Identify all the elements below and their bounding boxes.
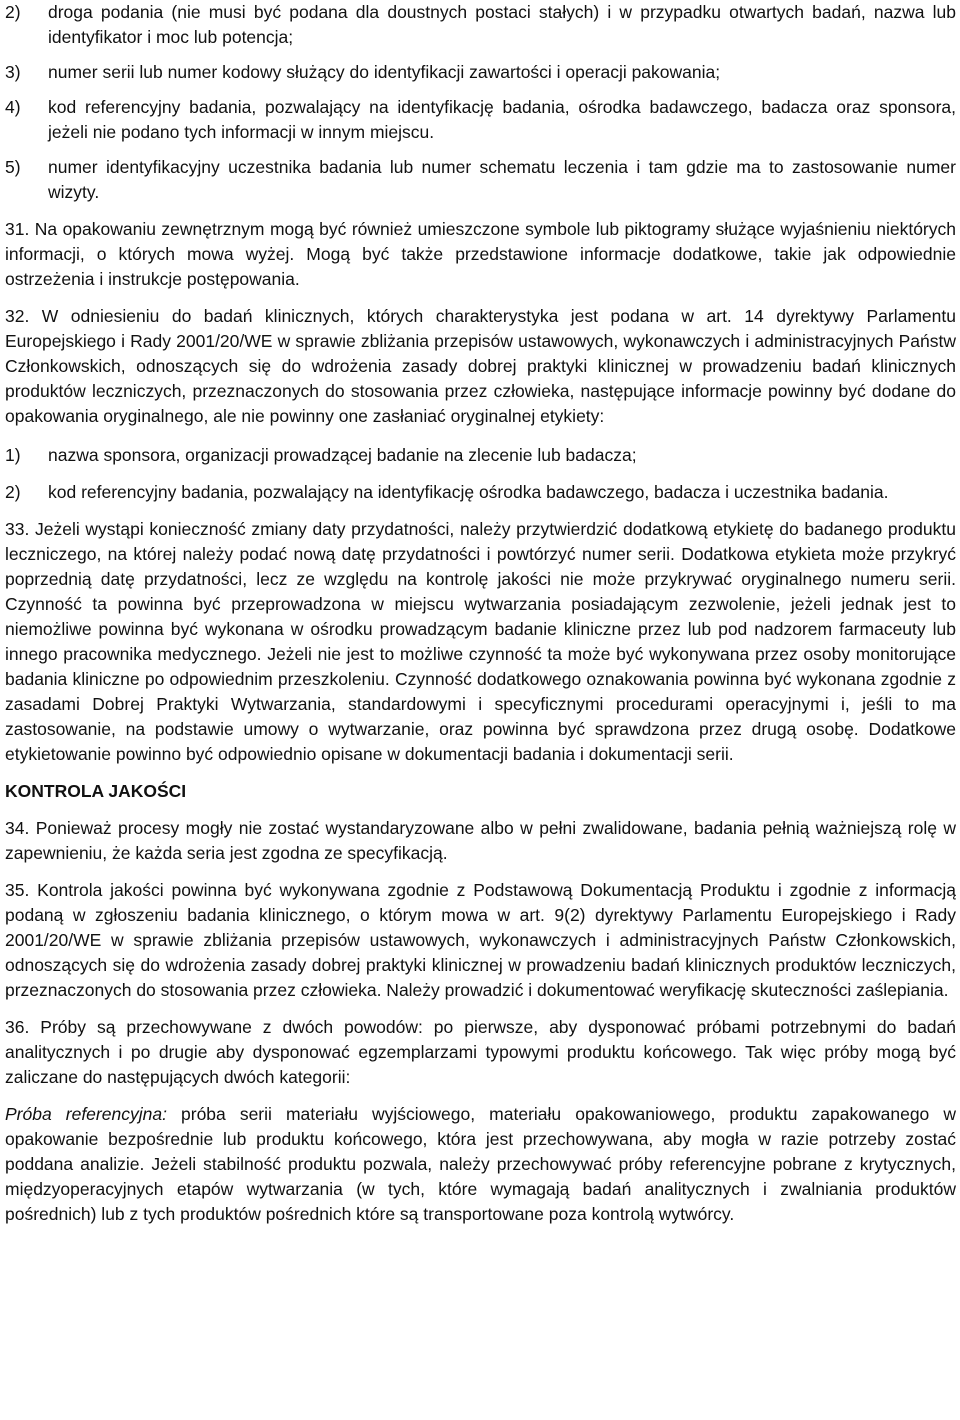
paragraph-31: 31. Na opakowaniu zewnętrznym mogą być również umieszczone symbole lub piktogramy służące wyjaśnieniu niektórych informacji, o których mowa wyżej. Mogą być także przedstawione informacje dodatkowe, takie jak odpowiednie ostrzeżenia i instrukcje postępowania. (5, 219, 956, 289)
list-number: 2) (5, 482, 21, 502)
list-item (5, 480, 956, 505)
list-number: 4) (5, 97, 21, 117)
list-number: 5) (5, 157, 21, 177)
list-item (5, 443, 956, 468)
list-item (5, 95, 956, 145)
list-text: nazwa sponsora, organizacji prowadzącej badanie na zlecenie lub badacza; (48, 445, 637, 465)
paragraph-35: 35. Kontrola jakości powinna być wykonywana zgodnie z Podstawową Dokumentacją Produktu i zgodnie z informacją podaną w zgłoszeniu badania klinicznego, o którym mowa w art. 9(2) dyrektywy Parlamentu Europejskiego i Rady 2001/20/WE w sprawie zbliżania przepisów ustawowych, wykonawczych i administracyjnych Państw Członkowskich, odnoszących się do wdrożenia zasady dobrej praktyki klinicznej w prowadzeniu badań klinicznych produktów leczniczych, przeznaczonych do stosowania przez człowieka. Należy prowadzić i dokumentować weryfikację skuteczności zaślepiania. (5, 880, 956, 1000)
list-text: numer identyfikacyjny uczestnika badania lub numer schematu leczenia i tam gdzie ma to zastosowanie numer wizyty. (48, 157, 956, 202)
list-number: 3) (5, 62, 21, 82)
list-text: droga podania (nie musi być podana dla doustnych postaci stałych) i w przypadku otwartych badań, nazwa lub identyfikator i moc lub potencja; (48, 2, 956, 47)
list-text: kod referencyjny badania, pozwalający na identyfikację badania, ośrodka badawczego, badacza oraz sponsora, jeżeli nie podano tych informacji w innym miejscu. (48, 97, 956, 142)
list-item (5, 60, 956, 85)
paragraph-33: 33. Jeżeli wystąpi konieczność zmiany daty przydatności, należy przytwierdzić dodatkową etykietę do badanego produktu leczniczego, na której należy podać nową datę przydatności i powtórzyć numer serii. Dodatkowa etykieta może przykryć poprzednią datę przydatności, lecz ze względu na kontrolę jakości nie może przykrywać oryginalnego numeru serii. Czynność ta powinna być przeprowadzona w miejscu wytwarzania posiadającym zezwolenie, jeżeli jednak jest to niemożliwe powinna być wykonana w ośrodku prowadzącym badanie kliniczne przez lub pod nadzorem farmaceuty lub innego pracownika medycznego. Jeżeli nie jest to możliwe czynność ta może być wykonywana przez osoby monitorujące badania kliniczne po odpowiednim przeszkoleniu. Czynność dodatkowego oznakowania powinna być wykonana zgodnie z zasadami Dobrej Praktyki Wytwarzania, standardowymi i specyficznymi procedurami operacyjnymi i, jeśli to ma zastosowanie, na podstawie umowy o wytwarzanie, oraz powinna być sprawdzona przez drugą osobę. Dodatkowe etykietowanie powinno być odpowiednio opisane w dokumentacji badania i dokumentacji serii. (5, 519, 956, 764)
list-number: 1) (5, 445, 21, 465)
paragraph-32: 32. W odniesieniu do badań klinicznych, których charakterystyka jest podana w art. 14 dyrektywy Parlamentu Europejskiego i Rady 2001/20/WE w sprawie zbliżania przepisów ustawowych, wykonawczych i administracyjnych Państw Członkowskich, odnoszących się do wdrożenia zasady dobrej praktyki klinicznej w prowadzeniu badań klinicznych produktów leczniczych, przeznaczonych do stosowania przez człowieka, następujące informacje powinny być dodane do opakowania oryginalnego, ale nie powinny one zasłaniać oryginalnej etykiety: (5, 306, 956, 426)
list-text: numer serii lub numer kodowy służący do identyfikacji zawartości i operacji pakowania; (48, 62, 721, 82)
term-reference-sample: Próba referencyjna: (5, 1104, 167, 1124)
paragraph-36: 36. Próby są przechowywane z dwóch powodów: po pierwsze, aby dysponować próbami potrzebnymi do badań analitycznych i po drugie aby dysponować egzemplarzami typowymi produktu końcowego. Tak więc próby mogą być zaliczane do następujących dwóch kategorii: (5, 1017, 956, 1087)
paragraph-34: 34. Ponieważ procesy mogły nie zostać wystandaryzowane albo w pełni zwalidowane, badania pełnią ważniejszą rolę w zapewnieniu, że każda seria jest zgodna ze specyfikacją. (5, 818, 956, 863)
section-heading: KONTROLA JAKOŚCI (5, 781, 187, 801)
paragraph-reference-sample (5, 1102, 956, 1227)
list-text: kod referencyjny badania, pozwalający na identyfikację ośrodka badawczego, badacza i uczestnika badania. (48, 482, 889, 502)
list-item (5, 0, 956, 50)
definition-reference-sample: próba serii materiału wyjściowego, materiału opakowaniowego, produktu zapakowanego w opakowanie bezpośrednie lub produktu końcowego, która jest przechowywana, aby mogła w razie potrzeby zostać poddana analizie. Jeżeli stabilność produktu pozwala, należy przechowywać próby referencyjne pobrane z krytycznych, międzyoperacyjnych etapów wytwarzania (w tych, które wymagają badań analitycznych i zwalniania produktów pośrednich) lub z tych produktów pośrednich które są transportowane poza kontrolą wytwórcy. (5, 1104, 956, 1224)
list-number: 2) (5, 2, 21, 22)
list-item (5, 155, 956, 205)
